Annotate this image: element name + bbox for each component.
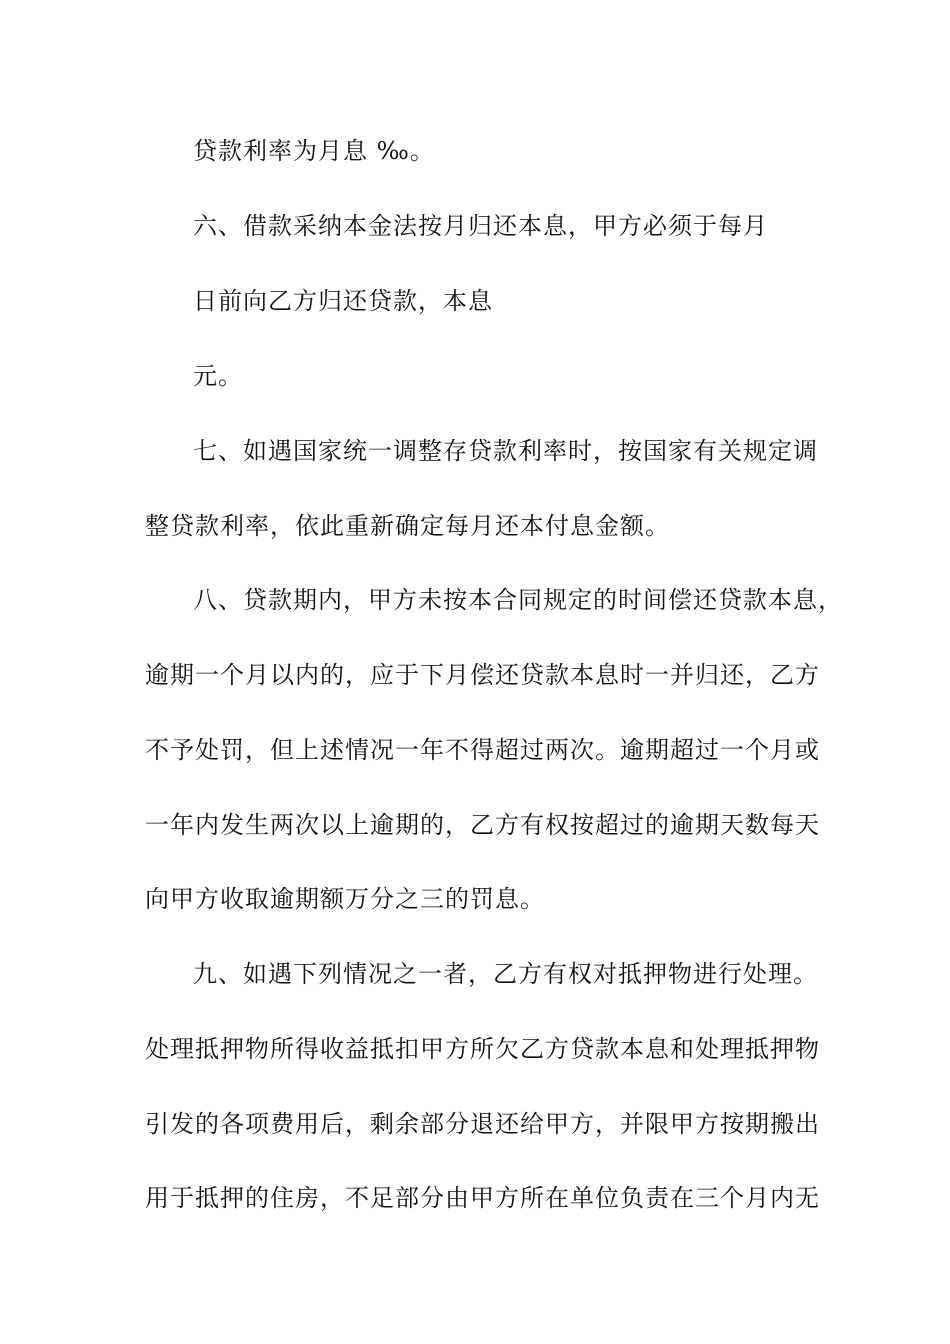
text-line-interest-rate: 贷款利率为月息 ‰。 <box>193 137 435 165</box>
text-line-clause-9-cont-1: 处理抵押物所得收益抵扣甲方所欠乙方贷款本息和处理抵押物 <box>145 1035 820 1063</box>
text-line-clause-6-amount: 元。 <box>193 362 243 390</box>
text-line-clause-8-cont-2: 不予处罚，但上述情况一年不得超过两次。逾期超过一个月或 <box>145 736 820 764</box>
text-line-clause-9-cont-3: 用于抵押的住房，不足部分由甲方所在单位负责在三个月内无 <box>145 1184 820 1212</box>
text-line-clause-6: 六、借款采纳本金法按月归还本息，甲方必须于每月 <box>193 212 768 240</box>
text-line-clause-8-cont-4: 向甲方收取逾期额万分之三的罚息。 <box>145 885 545 913</box>
text-line-clause-8-cont-3: 一年内发生两次以上逾期的，乙方有权按超过的逾期天数每天 <box>145 811 820 839</box>
text-line-clause-7-cont: 整贷款利率，依此重新确定每月还本付息金额。 <box>145 512 670 540</box>
text-line-clause-8: 八、贷款期内，甲方未按本合同规定的时间偿还贷款本息， <box>193 586 843 614</box>
text-line-clause-8-cont-1: 逾期一个月以内的，应于下月偿还贷款本息时一并归还，乙方 <box>145 661 820 689</box>
text-line-clause-9-cont-2: 引发的各项费用后，剩余部分退还给甲方，并限甲方按期搬出 <box>145 1110 820 1138</box>
text-line-clause-7: 七、如遇国家统一调整存贷款利率时，按国家有关规定调 <box>193 437 818 465</box>
text-line-clause-6-cont: 日前向乙方归还贷款，本息 <box>193 287 493 315</box>
text-line-clause-9: 九、如遇下列情况之一者，乙方有权对抵押物进行处理。 <box>193 960 818 988</box>
